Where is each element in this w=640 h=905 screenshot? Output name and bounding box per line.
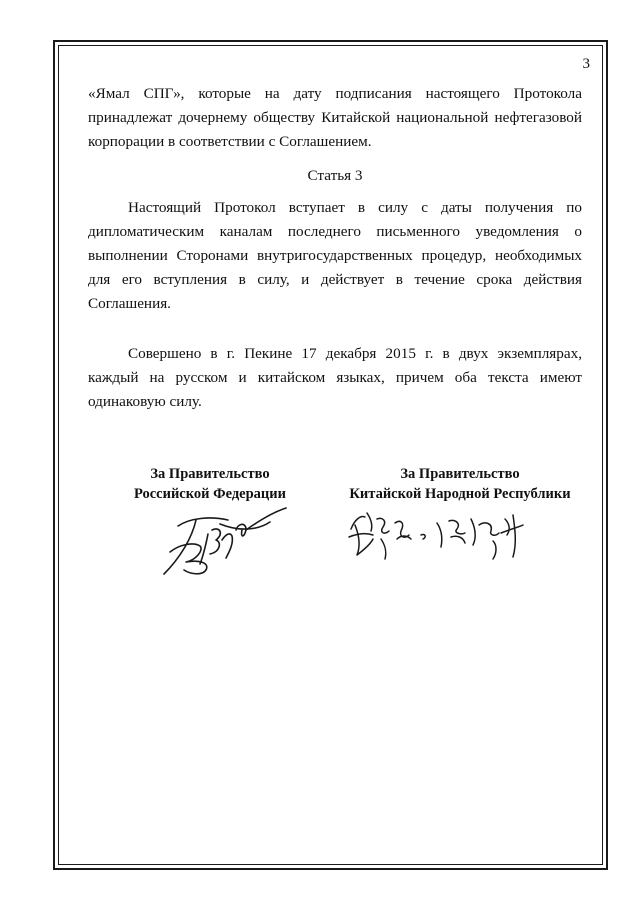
signatory-russia-line2: Российской Федерации [133, 486, 286, 502]
signatory-russia [110, 464, 310, 504]
continuation-paragraph: «Ямал СПГ», которые на дату подписания настоящего Протокола принадлежат дочернему обществу Китайской национальной нефтегазовой корпорации в соответствии с Соглашением. [88, 85, 582, 150]
signatory-china [330, 464, 590, 504]
signatory-china-line1: За Правительство [400, 466, 520, 482]
signatory-china-line2: Китайской Народной Республики [349, 486, 571, 502]
article-heading: Статья 3 [307, 167, 363, 184]
closing-paragraph-block [88, 342, 582, 414]
page-number: 3 [582, 56, 590, 72]
closing-paragraph: Совершено в г. Пекине 17 декабря 2015 г. в двух экземплярах, каждый на русском и китайском языках, причем оба текста имеют одинаковую силу. [88, 345, 582, 410]
signatory-russia-line1: За Правительство [150, 466, 270, 482]
article-paragraph-block [88, 196, 582, 316]
handwritten-signature-russia [150, 500, 290, 580]
article-paragraph: Настоящий Протокол вступает в силу с даты получения по дипломатическим каналам последнего письменного уведомления о выполнении Сторонами внутригосударственных процедур, необходимых для его вступления в силу, и действует в течение срока действия Соглашения. [88, 199, 582, 312]
handwritten-signature-china [345, 505, 525, 565]
continuation-paragraph-block [88, 82, 582, 154]
